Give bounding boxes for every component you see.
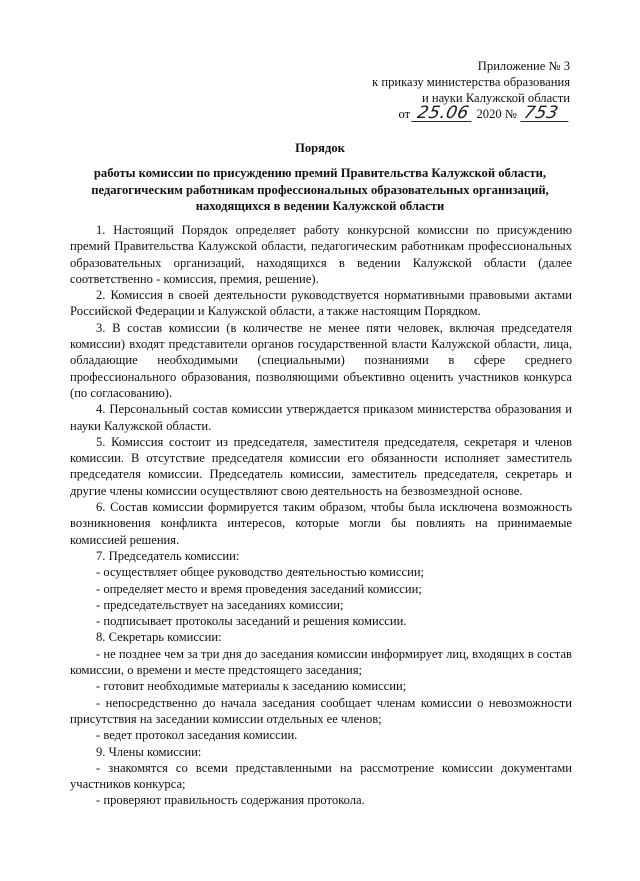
paragraph-5: 5. Комиссия состоит из председателя, заместителя председателя, секретаря и членов комиссии. В отсутствие председателя комиссии его обязанности исполняет заместитель председателя комиссии. Председатель комиссии, заместитель председателя, секретарь и другие члены комиссии осуществляют свою деятельность на безвозмездной основе.: [70, 434, 572, 498]
appendix-order-ref: к приказу министерства образования: [372, 75, 570, 89]
appendix-ministry: и науки Калужской области: [421, 91, 570, 105]
handwritten-order-number: 753: [520, 106, 571, 122]
secretary-duty-4: - ведет протокол заседания комиссии.: [96, 728, 298, 743]
chairman-duty-2: - определяет место и время проведения заседаний комиссии;: [96, 581, 422, 596]
secretary-duty-1: - не позднее чем за три дня до заседания комиссии информирует лиц, входящих в состав комиссии, о времени и месте предстоящего заседания;: [70, 646, 572, 678]
chairman-heading: 7. Председатель комиссии:: [96, 548, 240, 563]
members-duty-1: - знакомятся со всеми представленными на рассмотрение комиссии документами участников конкурса;: [70, 760, 572, 792]
title-line-2: педагогическим работникам профессиональных образовательных организаций,: [91, 182, 549, 197]
document-title: [70, 140, 570, 214]
secretary-duty-2: - готовит необходимые материалы к заседанию комиссии;: [96, 679, 407, 694]
title-line-1: работы комиссии по присуждению премий Правительства Калужской области,: [93, 166, 547, 181]
chairman-duty-1: - осуществляет общее руководство деятельностью комиссии;: [96, 565, 425, 580]
paragraph-2: 2. Комиссия в своей деятельности руководствуется нормативными правовыми актами Российской Федерации и Калужской области, а также настоящим Порядком.: [70, 288, 572, 319]
order-year: 2020 №: [476, 107, 517, 121]
document-body: [70, 222, 572, 809]
appendix-block: [310, 58, 570, 122]
title-heading: Порядок: [295, 141, 345, 155]
paragraph-6: 6. Состав комиссии формируется таким образом, чтобы была исключена возможность возникновения конфликта интересов, которые могли бы повлиять на принимаемые комиссией решения.: [70, 500, 572, 547]
secretary-heading: 8. Секретарь комиссии:: [96, 630, 222, 645]
title-line-3: находящихся в ведении Калужской области: [195, 198, 445, 213]
paragraph-4: 4. Персональный состав комиссии утверждается приказом министерства образования и науки Калужской области.: [70, 402, 572, 433]
date-prefix: от: [398, 107, 411, 121]
chairman-duty-4: - подписывает протоколы заседаний и решения комиссии.: [96, 614, 407, 629]
appendix-date-line: [310, 103, 570, 123]
appendix-number: Приложение № 3: [477, 59, 570, 73]
chairman-duty-3: - председательствует на заседаниях комиссии;: [96, 597, 344, 612]
members-heading: 9. Члены комиссии:: [96, 744, 202, 759]
paragraph-3: 3. В состав комиссии (в количестве не менее пяти человек, включая председателя комиссии) входят представители органов государственной власти Калужской области, лица, обладающие необходимыми (специальными) познаниями в сфере среднего профессионального образования, позволяющими объективно оценить участников конкурса (по согласованию).: [70, 320, 572, 400]
secretary-duty-3: - непосредственно до начала заседания сообщает членам комиссии о невозможности присутствия на заседании комиссии отдельных ее членов;: [70, 695, 572, 726]
paragraph-1: 1. Настоящий Порядок определяет работу конкурсной комиссии по присуждению премий Правительства Калужской области, педагогическим работникам профессиональных образовательных организаций, находящихся в ведении Калужской области (далее соответственно - комиссия, премия, решение).: [70, 223, 572, 286]
members-duty-2: - проверяют правильность содержания протокола.: [96, 793, 365, 808]
handwritten-date: 25.06: [412, 106, 475, 122]
